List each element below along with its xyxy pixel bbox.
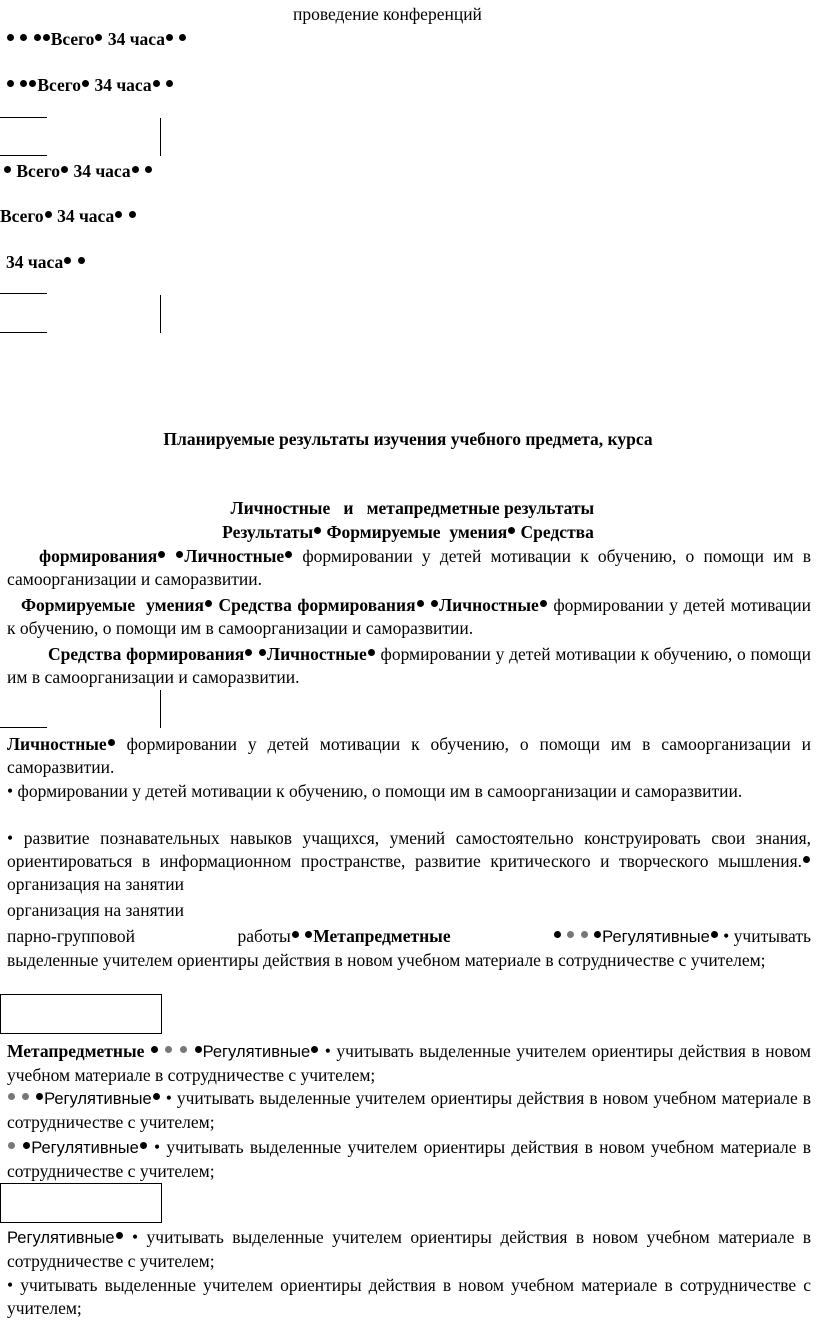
table-rule — [0, 293, 47, 294]
bullet-dot-icon — [45, 211, 52, 218]
bullet-dot-icon — [64, 257, 71, 264]
bullet-dot-icon — [540, 600, 547, 607]
bullet-dot-icon — [8, 1142, 15, 1149]
top-caption: проведение конференций — [293, 4, 482, 24]
bullet-dot-icon — [20, 34, 27, 41]
bullet-dot-icon — [140, 1142, 147, 1149]
total-hours-row: Всего 34 часа — [3, 160, 153, 183]
paragraph: Регулятивные • учитывать выделенные учителем ориентиры действия в новом учебном материале в сотрудничестве с учителем; — [7, 1088, 812, 1132]
bullet-dot-icon — [292, 931, 299, 938]
total-hours-row: 34 часа — [6, 251, 86, 274]
paragraph: парно-групповой работы Метапредметные Регулятивные • учитывать — [7, 926, 811, 946]
bullet-dot-icon — [129, 211, 136, 218]
bullet-dot-icon — [180, 1046, 187, 1053]
bullet-dot-icon — [7, 80, 14, 87]
paragraph: • учитывать выделенные учителем ориентиры действия в новом учебном материале в сотрудничестве с учителем; — [7, 1275, 811, 1318]
bullet-dot-icon — [29, 80, 36, 87]
bullet-dot-icon — [145, 166, 152, 173]
paragraph: формирования Личностные формировании у детей мотивации к обучению, о помощи им в самоорганизации и саморазвитии. — [7, 546, 812, 589]
bullet-dot-icon — [8, 1093, 15, 1100]
results-header-line: Результаты Формируемые умения Средства — [222, 522, 594, 542]
bullet-dot-icon — [7, 34, 14, 41]
table-cell-outline — [0, 994, 162, 1034]
bullet-dot-icon — [581, 931, 588, 938]
bullet-dot-icon — [115, 211, 122, 218]
paragraph: Регулятивные • учитывать выделенные учителем ориентиры действия в новом учебном материале в сотрудничестве с учителем; — [7, 1227, 812, 1271]
bullet-dot-icon — [166, 34, 173, 41]
bullet-dot-icon — [179, 34, 186, 41]
bullet-dot-icon — [803, 856, 810, 863]
paragraph: Средства формирования Личностные формировании у детей мотивации к обучению, о помощи им в самоорганизации и саморазвитии. — [7, 644, 811, 687]
table-rule — [0, 155, 47, 156]
section-heading: Планируемые результаты изучения учебного предмета, курса — [163, 429, 653, 449]
bullet-dot-icon — [153, 1093, 160, 1100]
total-hours-row: Всего 34 часа — [6, 74, 174, 97]
bullet-dot-icon — [43, 34, 50, 41]
total-hours-row: Всего 34 часа — [6, 28, 187, 51]
bullet-dot-icon — [23, 1142, 30, 1149]
table-rule — [0, 117, 47, 118]
bullet-dot-icon — [368, 649, 375, 656]
bullet-dot-icon — [205, 600, 212, 607]
bullet-dot-icon — [314, 527, 321, 534]
paragraph: организация на занятии — [7, 900, 184, 920]
bullet-dot-icon — [417, 600, 424, 607]
bullet-dot-icon — [594, 931, 601, 938]
bullet-dot-icon — [305, 931, 312, 938]
bullet-dot-icon — [165, 1046, 172, 1053]
bullet-dot-icon — [245, 649, 252, 656]
table-rule — [0, 727, 47, 728]
table-cell-outline — [0, 1183, 162, 1223]
bullet-dot-icon — [158, 551, 165, 558]
bullet-dot-icon — [22, 1093, 29, 1100]
bullet-dot-icon — [311, 1046, 318, 1053]
bullet-dot-icon — [153, 80, 160, 87]
bullet-dot-icon — [95, 34, 102, 41]
bullet-dot-icon — [116, 1232, 123, 1239]
bullet-dot-icon — [34, 34, 41, 41]
bullet-dot-icon — [132, 166, 139, 173]
bullet-dot-icon — [78, 257, 85, 264]
bullet-dot-icon — [176, 551, 183, 558]
total-hours-row: Всего 34 часа — [0, 205, 137, 228]
bullet-dot-icon — [166, 80, 173, 87]
bullet-dot-icon — [711, 931, 718, 938]
paragraph: выделенные учителем ориентиры действия в новом учебном материале в сотрудничестве с учителем; — [7, 950, 766, 970]
section-subheading: Личностные и метапредметные результаты — [230, 498, 595, 518]
bullet-dot-icon — [108, 739, 115, 746]
list-item: • развитие познавательных навыков учащихся, умений самостоятельно конструировать свои знания, ориентироваться в информационном пространстве, развитие критического и творческого мышления. организация на занятии — [7, 828, 811, 894]
bullet-dot-icon — [259, 649, 266, 656]
table-rule — [160, 295, 161, 333]
paragraph: Личностные формировании у детей мотивации к обучению, о помощи им в самоорганизации и саморазвитии. — [7, 734, 812, 777]
table-rule — [160, 118, 161, 156]
bullet-dot-icon — [36, 1093, 43, 1100]
bullet-dot-icon — [82, 80, 89, 87]
paragraph: Формируемые умения Средства формирования Личностные формировании у детей мотивации к обучению, о помощи им в самоорганизации и саморазвитии. — [7, 595, 812, 638]
table-rule — [0, 332, 47, 333]
bullet-dot-icon — [151, 1046, 158, 1053]
list-item: • формировании у детей мотивации к обучению, о помощи им в самоорганизации и саморазвитии. — [7, 781, 743, 801]
bullet-dot-icon — [195, 1046, 202, 1053]
paragraph: Метапредметные Регулятивные • учитывать выделенные учителем ориентиры действия в новом учебном материале в сотрудничестве с учителем; — [7, 1041, 811, 1085]
bullet-dot-icon — [508, 527, 515, 534]
bullet-dot-icon — [554, 931, 561, 938]
bullet-dot-icon — [285, 551, 292, 558]
paragraph: Регулятивные • учитывать выделенные учителем ориентиры действия в новом учебном материале в сотрудничестве с учителем; — [7, 1137, 812, 1181]
bullet-dot-icon — [4, 166, 11, 173]
bullet-dot-icon — [20, 80, 27, 87]
bullet-dot-icon — [61, 166, 68, 173]
bullet-dot-icon — [567, 931, 574, 938]
bullet-dot-icon — [431, 600, 438, 607]
table-rule — [160, 690, 161, 728]
